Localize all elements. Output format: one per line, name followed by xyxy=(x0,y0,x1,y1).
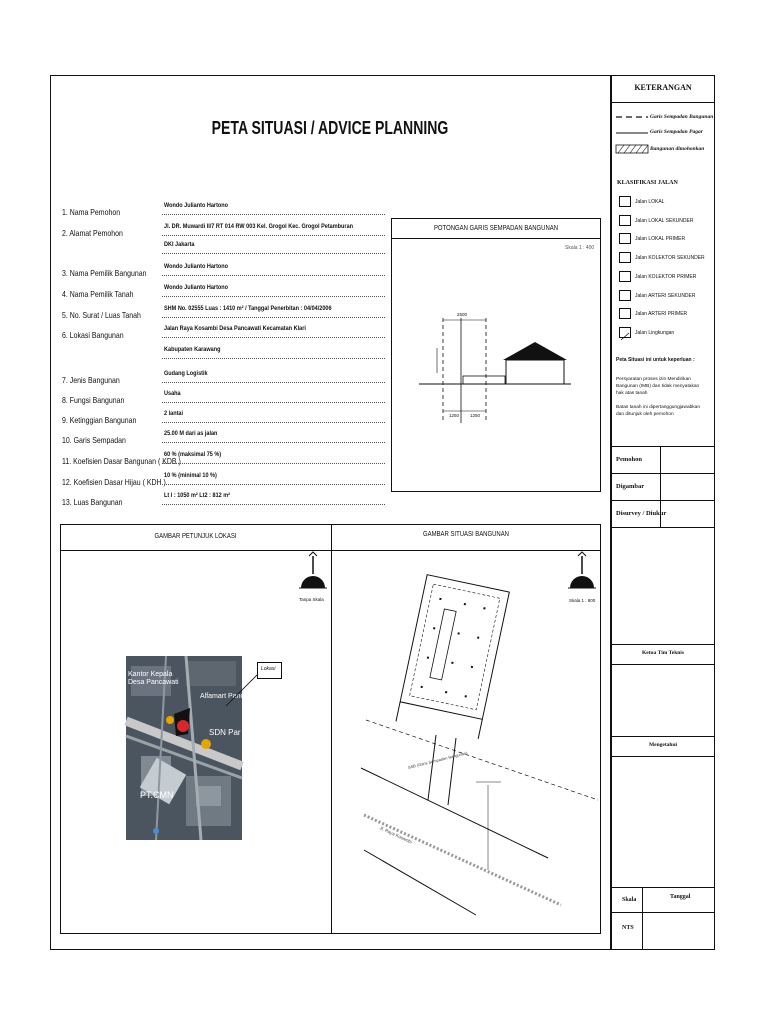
potongan-heading: POTONGAN GARIS SEMPADAN BANGUNAN xyxy=(433,225,559,232)
field-value: Usaha xyxy=(164,390,181,397)
field-value: DKI Jakarta xyxy=(164,241,195,248)
field-label: 3. Nama Pemilik Bangunan xyxy=(62,268,147,278)
mengetahui-label: Mengetahui xyxy=(648,742,678,748)
legend-item-gsb: Garis Sempadan Bangunan xyxy=(650,114,714,120)
skala-label: Skala xyxy=(622,897,637,903)
field-label: 12. Koefisien Dasar Hijau ( KDH ) xyxy=(62,477,166,487)
situasi-scale-label: Skala 1 : 800 xyxy=(569,598,596,603)
field-underline xyxy=(162,463,385,464)
road-label-1: Jl. Raya Kosambi xyxy=(378,825,413,845)
field-label: 11. Koefisien Dasar Bangunan ( KDB ) xyxy=(62,456,181,466)
sign-line xyxy=(611,756,715,757)
klasifikasi-swatch xyxy=(619,308,631,319)
dim-top: 2500 xyxy=(457,312,468,317)
field-value: 25.00 M dari as jalan xyxy=(164,430,218,437)
klasifikasi-label: Jalan Lingkungan xyxy=(635,329,675,336)
field-value: Wondo Julianto Hartono xyxy=(164,284,229,291)
field-underline xyxy=(162,382,385,383)
field-value: Wondo Julianto Hartono xyxy=(164,263,229,270)
klasifikasi-swatch xyxy=(619,271,631,282)
field-underline xyxy=(162,442,385,443)
site-plan-drawing xyxy=(336,560,598,930)
legend-symbols xyxy=(614,112,650,160)
dim-right: 1250 xyxy=(470,413,481,418)
field-underline xyxy=(162,337,385,338)
map-label-ptcmn: PT.CMN xyxy=(140,790,174,800)
north-arrow-icon xyxy=(298,552,328,598)
field-underline xyxy=(162,253,385,254)
field-label: 6. Lokasi Bangunan xyxy=(62,330,124,340)
page-title: PETA SITUASI / ADVICE PLANNING xyxy=(211,118,449,138)
field-underline xyxy=(162,214,385,215)
field-value: Gudang Logistik xyxy=(164,370,208,377)
klasifikasi-label: Jalan KOLEKTOR PRIMER xyxy=(635,273,697,280)
field-label: 5. No. Surat / Luas Tanah xyxy=(62,310,141,320)
map-label-kantor: Kantor Kepala Desa Pancawati xyxy=(128,671,179,686)
potongan-drawing xyxy=(391,238,601,492)
situasi-heading: GAMBAR SITUASI BANGUNAN xyxy=(423,531,509,538)
tanpa-skala-label: Tanpa Skala xyxy=(299,597,324,602)
field-underline xyxy=(162,358,385,359)
potongan-scale: Skala 1 : 400 xyxy=(565,245,595,251)
field-value: SHM No. 02555 Luas : 1410 m² / Tanggal Penerbitan : 04/04/2006 xyxy=(164,305,332,312)
sign-line xyxy=(611,664,715,665)
tanggal-label: Tanggal xyxy=(670,894,691,900)
field-value: Jl. DR. Muwardi II/7 RT 014 RW 003 Kel. Grogol Kec. Grogol Petamburan xyxy=(164,223,354,230)
field-value: 10 % (minimal 10 %) xyxy=(164,472,217,479)
klasifikasi-label: Jalan ARTERI SEKUNDER xyxy=(635,292,696,299)
legend-title: KETERANGAN xyxy=(634,83,692,92)
sign-line xyxy=(611,912,715,913)
lokasi-callout xyxy=(257,662,282,679)
sign-line xyxy=(611,644,715,645)
field-label: 13. Luas Bangunan xyxy=(62,497,123,507)
field-label: 8. Fungsi Bangunan xyxy=(62,395,125,405)
field-value: Jalan Raya Kosambi Desa Pancawati Kecamatan Klari xyxy=(164,325,306,332)
klasifikasi-swatch xyxy=(619,290,631,301)
lokasi-callout-text: Lokasi xyxy=(261,666,276,672)
klasifikasi-label: Jalan LOKAL PRIMER xyxy=(635,236,686,243)
klasifikasi-label: Jalan LOKAL xyxy=(635,199,665,205)
field-value: Kabupaten Karawang xyxy=(164,346,221,353)
klasifikasi-title: KLASIFIKASI JALAN xyxy=(617,180,678,186)
field-value: 2 lantai xyxy=(164,410,184,417)
pemohon-label: Pemohon xyxy=(616,456,642,463)
field-underline xyxy=(162,275,385,276)
klasifikasi-swatch xyxy=(619,215,631,226)
field-label: 4. Nama Pemilik Tanah xyxy=(62,289,134,299)
field-underline xyxy=(162,317,385,318)
note-1: Persyaratan proses izin Mendirikan Bangunan (IMB) dan tidak menyatakan hak atas tanah xyxy=(616,377,700,396)
field-underline xyxy=(162,402,385,403)
map-label-alfamart: Alfamart Pancawati xyxy=(200,693,261,700)
sign-line xyxy=(611,887,715,888)
sign-line xyxy=(611,736,715,737)
field-label: 2. Alamat Pemohon xyxy=(62,228,123,238)
check-icon xyxy=(620,332,630,341)
klasifikasi-label: Jalan ARTERI PRIMER xyxy=(635,311,688,318)
ketua-label: Ketua Tim Teknis xyxy=(642,650,684,656)
map-label-sdn: SDN Par xyxy=(209,728,241,737)
field-label: 9. Ketinggian Bangunan xyxy=(62,415,137,425)
legend-head-line xyxy=(611,102,715,103)
field-underline xyxy=(162,504,385,505)
drawings-divider xyxy=(331,524,332,934)
field-underline xyxy=(162,484,385,485)
klasifikasi-swatch xyxy=(619,252,631,263)
field-label: 1. Nama Pemohon xyxy=(62,207,121,217)
klasifikasi-swatch xyxy=(619,327,631,338)
field-underline xyxy=(162,235,385,236)
road-label-2: SSB (Garis Sempadan Bangunan) xyxy=(407,750,468,770)
nts-label: NTS xyxy=(622,925,634,931)
digambar-label: Digambar xyxy=(616,483,645,490)
klasifikasi-label: Jalan LOKAL SEKUNDER xyxy=(635,217,694,224)
field-underline xyxy=(162,422,385,423)
field-underline xyxy=(162,296,385,297)
drawings-head-line xyxy=(60,550,601,551)
sign-divider xyxy=(642,887,643,950)
klasifikasi-swatch xyxy=(619,196,631,207)
klasifikasi-label: Jalan KOLEKTOR SEKUNDER xyxy=(635,255,705,262)
field-label: 7. Jenis Bangunan xyxy=(62,375,120,385)
note-title: Peta Situasi ini untuk keperluan : xyxy=(616,357,695,363)
sign-line xyxy=(611,473,715,474)
field-label: 10. Garis Sempadan xyxy=(62,435,126,445)
callout-leader xyxy=(224,670,260,710)
diverifikasi-label: Disurvey / Diukur xyxy=(616,510,667,517)
dim-left: 1250 xyxy=(449,413,460,418)
sign-line xyxy=(611,500,715,501)
sign-line xyxy=(611,527,715,528)
note-2: Batas tanah ini dipertanggungjawabkan dan ditunjuk oleh pemohon xyxy=(616,405,701,417)
sign-line xyxy=(611,446,715,447)
legend-item-gsp: Garis Sempadan Pagar xyxy=(650,129,703,135)
field-value: Lt I : 1050 m² Lt2 : 812 m² xyxy=(164,492,231,499)
field-value: Wondo Julianto Hartono xyxy=(164,202,229,209)
lokasi-heading: GAMBAR PETUNJUK LOKASI xyxy=(154,533,237,540)
klasifikasi-swatch xyxy=(619,233,631,244)
field-value: 60 % (maksimal 75 %) xyxy=(164,451,222,458)
legend-item-bangunan: Bangunan dimohonkan xyxy=(650,146,705,152)
